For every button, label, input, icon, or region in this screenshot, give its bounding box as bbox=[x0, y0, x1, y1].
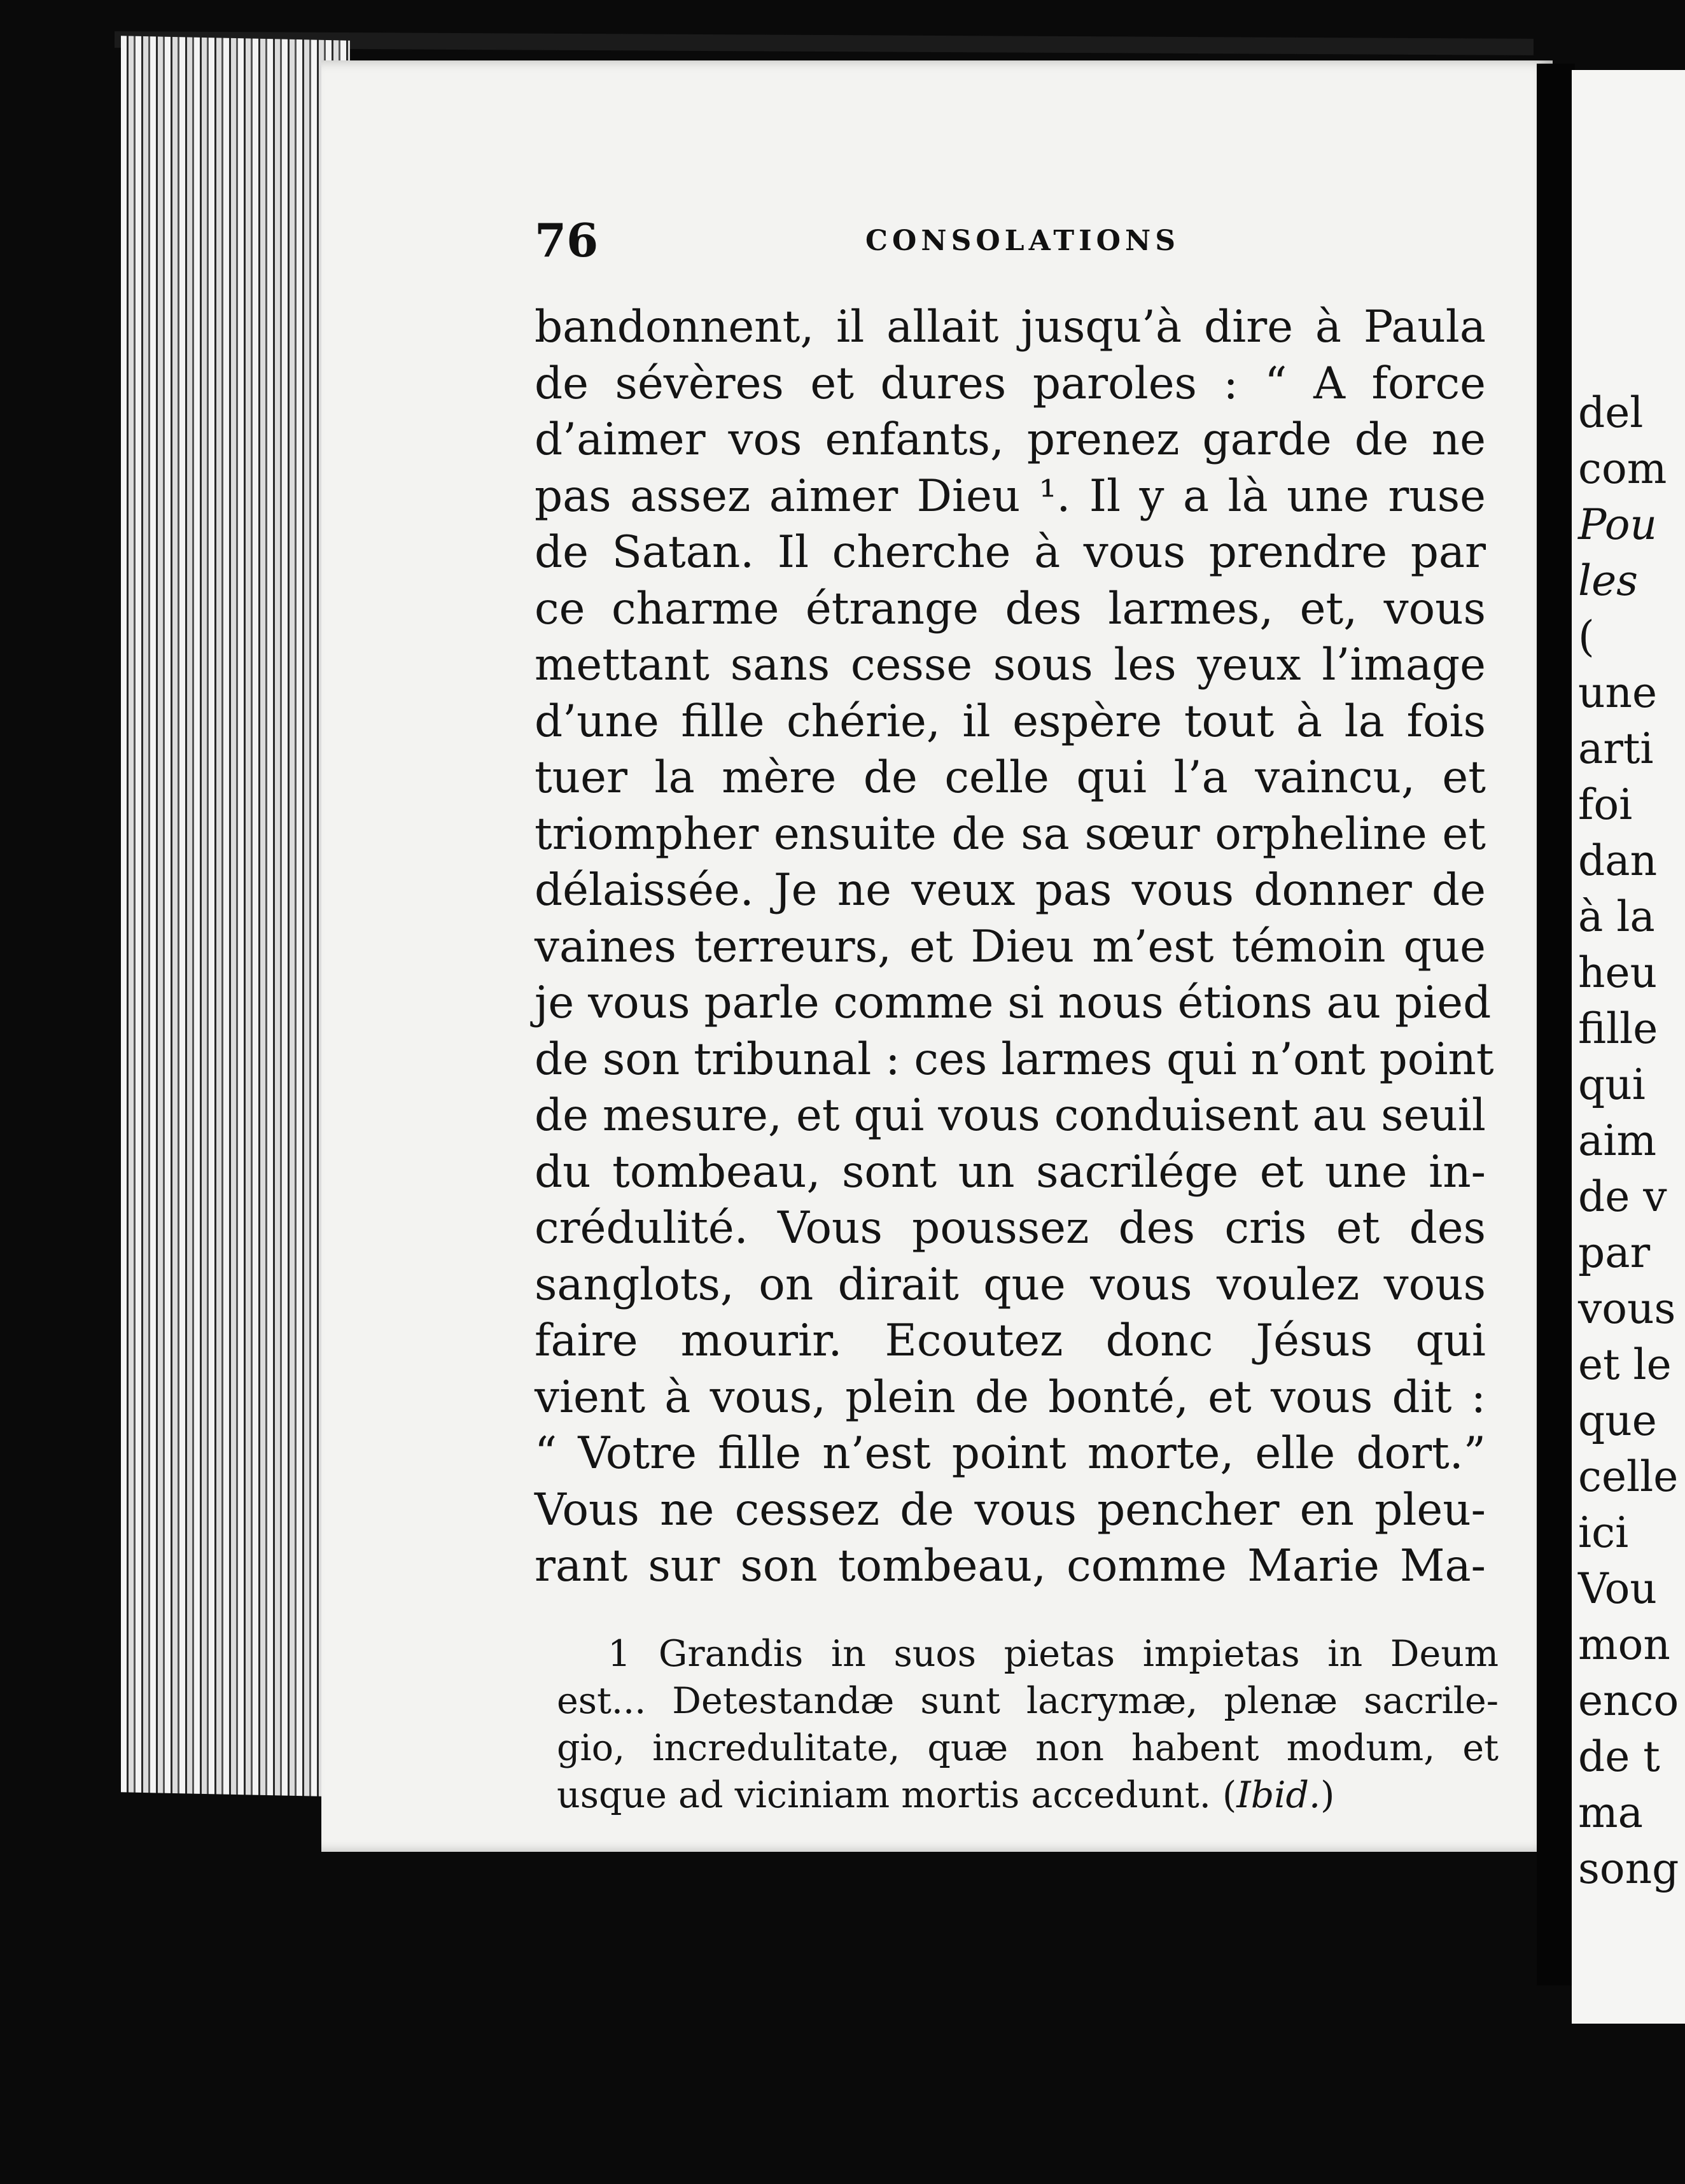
right-page bbox=[1572, 70, 1685, 2024]
text-line: pas assez aimer Dieu ¹. Il y a là une ruse bbox=[535, 470, 1486, 522]
right-page-line: de v bbox=[1578, 1172, 1667, 1221]
right-page-line: foi bbox=[1578, 780, 1633, 829]
right-page-line: dan bbox=[1578, 836, 1658, 885]
right-page-line: ma bbox=[1578, 1788, 1643, 1837]
right-page-line: enco bbox=[1578, 1676, 1679, 1725]
text-line: d’une fille chérie, il espère tout à la fois bbox=[535, 696, 1486, 747]
right-page-line: aim bbox=[1578, 1116, 1657, 1165]
right-page-line: song bbox=[1578, 1844, 1679, 1893]
right-page-line: par bbox=[1578, 1228, 1651, 1277]
book-spine bbox=[1537, 64, 1575, 1985]
text-line: de son tribunal : ces larmes qui n’ont point bbox=[535, 1033, 1494, 1085]
text-line: délaissée. Je ne veux pas vous donner de bbox=[535, 865, 1486, 916]
right-page-line: Vou bbox=[1578, 1564, 1657, 1613]
running-head: CONSOLATIONS bbox=[865, 225, 1180, 257]
page-header bbox=[535, 213, 1521, 290]
right-page-line: les bbox=[1578, 556, 1639, 605]
text-line: sanglots, on dirait que vous voulez vous bbox=[535, 1259, 1486, 1310]
footnote-reference: Ibid. bbox=[1236, 1774, 1321, 1816]
right-page-line: de t bbox=[1578, 1732, 1660, 1781]
body-text bbox=[535, 299, 1494, 1595]
right-page-line: et le bbox=[1578, 1340, 1672, 1389]
text-line: faire mourir. Ecoutez donc Jésus qui bbox=[535, 1315, 1486, 1366]
right-page-line: ( bbox=[1578, 612, 1595, 661]
right-page-line: Pou bbox=[1578, 500, 1657, 549]
footnote-closing: ) bbox=[1320, 1774, 1335, 1816]
text-line: crédulité. Vous poussez des cris et des bbox=[535, 1203, 1486, 1254]
footnote-last-line bbox=[557, 1772, 1499, 1819]
footnote-line: 1 Grandis in suos pietas impietas in Deum bbox=[608, 1633, 1499, 1675]
right-page-line: vous bbox=[1578, 1284, 1676, 1333]
text-line: tuer la mère de celle qui l’a vaincu, et bbox=[535, 752, 1486, 803]
right-page-line: heu bbox=[1578, 948, 1658, 997]
text-line: “ Votre fille n’est point morte, elle dort.” bbox=[535, 1428, 1486, 1479]
text-line: Vous ne cessez de vous pencher en pleu- bbox=[535, 1484, 1486, 1536]
text-line: mettant sans cesse sous les yeux l’image bbox=[535, 640, 1486, 690]
text-line: de sévères et dures paroles : “ A force bbox=[535, 358, 1486, 409]
text-line: vient à vous, plein de bonté, et vous dit : bbox=[535, 1371, 1486, 1423]
right-page-line: com bbox=[1578, 444, 1667, 493]
right-page-line: celle bbox=[1578, 1452, 1679, 1501]
footnote-line: est... Detestandæ sunt lacrymæ, plenæ sacrile- bbox=[557, 1680, 1499, 1722]
page-number: 76 bbox=[535, 213, 599, 267]
page-edges-stack bbox=[121, 36, 350, 1797]
right-page-line: fille bbox=[1578, 1004, 1658, 1053]
text-line: vaines terreurs, et Dieu m’est témoin que bbox=[535, 921, 1486, 972]
right-page-line: del bbox=[1578, 388, 1644, 437]
right-page-line: que bbox=[1578, 1396, 1657, 1445]
right-page-line: qui bbox=[1578, 1060, 1646, 1109]
text-line: rant sur son tombeau, comme Marie Ma- bbox=[535, 1541, 1486, 1592]
text-line: bandonnent, il allait jusqu’à dire à Paula bbox=[535, 302, 1486, 353]
footnote-line: gio, incredulitate, quæ non habent modum, et bbox=[557, 1727, 1499, 1769]
footnote bbox=[557, 1630, 1499, 1819]
text-line: de mesure, et qui vous conduisent au seuil bbox=[535, 1090, 1486, 1141]
right-page-line: mon bbox=[1578, 1620, 1670, 1669]
text-line: triompher ensuite de sa sœur orpheline et bbox=[535, 808, 1486, 860]
right-page-line: arti bbox=[1578, 724, 1654, 773]
text-line: ce charme étrange des larmes, et, vous bbox=[535, 583, 1486, 634]
footnote-last-text: usque ad viciniam mortis accedunt. ( bbox=[557, 1774, 1237, 1816]
text-line: d’aimer vos enfants, prenez garde de ne bbox=[535, 414, 1486, 465]
right-page-line: à la bbox=[1578, 892, 1655, 941]
right-page-line: ici bbox=[1578, 1508, 1629, 1557]
text-line: du tombeau, sont un sacrilége et une in- bbox=[535, 1146, 1486, 1198]
right-page-text bbox=[1578, 385, 1685, 1897]
text-line: je vous parle comme si nous étions au pied bbox=[535, 977, 1492, 1028]
text-line: de Satan. Il cherche à vous prendre par bbox=[535, 527, 1486, 578]
right-page-line: une bbox=[1578, 668, 1658, 717]
